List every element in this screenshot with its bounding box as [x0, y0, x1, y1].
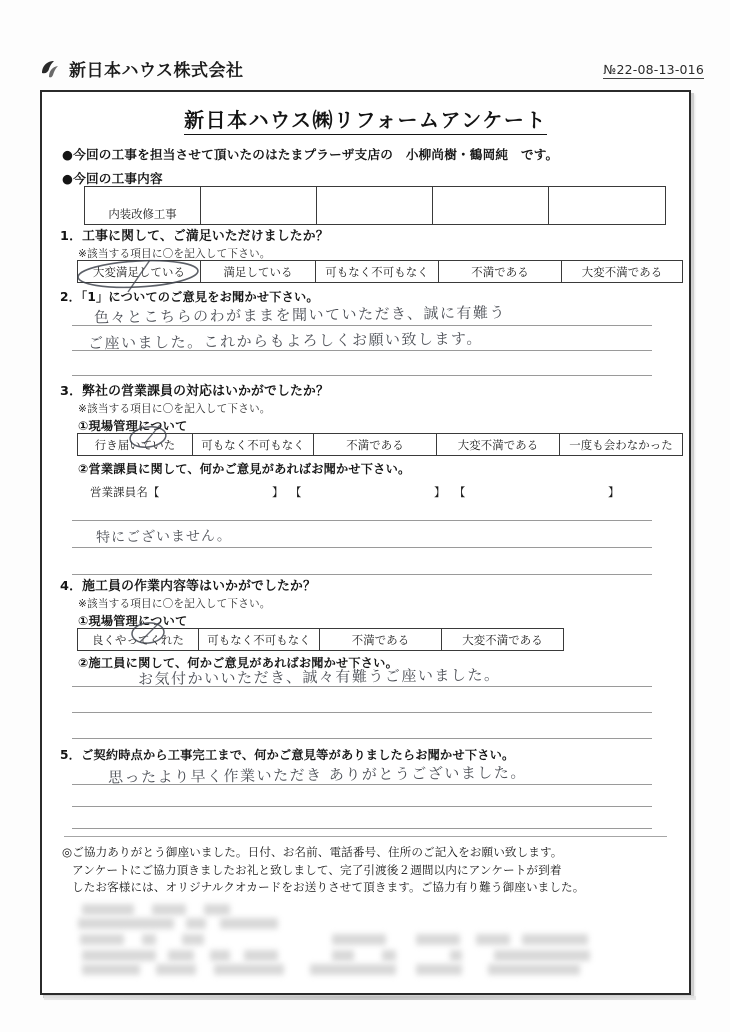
q1-option-3[interactable]: 不満である: [439, 261, 562, 283]
work-cell-2: [317, 187, 433, 225]
work-content-label: ●今回の工事内容: [62, 171, 163, 186]
work-content-table: [84, 186, 666, 225]
question-3-options-table: [77, 433, 683, 456]
sales-staff-name-label: 営業課員名【: [90, 485, 160, 499]
q3-answer-line-1: 特にございません。: [95, 528, 232, 546]
q1-option-0[interactable]: 大変満足している: [78, 261, 201, 283]
question-3-sub-heading: ①現場管理について: [78, 419, 188, 433]
question-1-note: ※該当する項目に〇を記入して下さい。: [78, 248, 271, 260]
redacted-personal-info: [64, 904, 664, 984]
q4-rule-2: [72, 712, 652, 713]
question-4-sub-heading: ①現場管理について: [78, 614, 188, 628]
swoosh-logo-icon: [38, 57, 62, 81]
table-row: [78, 261, 683, 283]
q4-option-3[interactable]: 大変不満である: [442, 629, 564, 651]
work-cell-1: [201, 187, 317, 225]
q4-option-2[interactable]: 不満である: [320, 629, 442, 651]
page-title: [42, 104, 689, 133]
q3-option-2[interactable]: 不満である: [314, 434, 437, 456]
company-logo: [38, 56, 244, 81]
q1-option-1[interactable]: 満足している: [201, 261, 316, 283]
footer-divider: [64, 836, 667, 837]
table-row: [85, 187, 666, 225]
page-bottom-shadow: [44, 996, 696, 1000]
question-4-sub-heading-2: ②施工員に関して、何かご意見があればお聞かせ下さい。: [78, 656, 398, 670]
company-name: 新日本ハウス株式会社: [69, 61, 244, 81]
q3-option-1[interactable]: 可もなく不可もなく: [193, 434, 314, 456]
q2-answer-line-1: 色々とこちらのわがままを聞いていただき、誠に有難う: [93, 303, 507, 327]
page-title-text: 新日本ハウス㈱リフォームアンケート: [184, 108, 547, 135]
sales-staff-bracket-close-1: 】: [272, 485, 284, 499]
q5-rule-3: [72, 828, 652, 829]
work-cell-0: 内装改修工事: [85, 187, 201, 225]
table-row: [78, 434, 683, 456]
form-sheet: [40, 90, 691, 995]
footer-line-3: したお客様には、オリジナルクオカードをお送りさせて頂きます。ご協力有り難う御座いました。: [72, 880, 585, 894]
footer-line-1: ◎ご協力ありがとう御座いました。日付、お名前、電話番号、住所のご記入をお願い致します。: [62, 845, 563, 859]
q3-option-4[interactable]: 一度も会わなかった: [560, 434, 683, 456]
q3-rule-2: [72, 547, 652, 548]
q2-answer-line-2: ご座いました。これからもよろしくお願い致します。: [87, 329, 483, 353]
footer-line-2: アンケートにご協力頂きましたお礼と致しまして、完了引渡後２週間以内にアンケートが到着: [72, 862, 562, 877]
q1-option-2[interactable]: 可もなく不可もなく: [316, 261, 439, 283]
q3-option-0[interactable]: 行き届いていた: [78, 434, 193, 456]
footer-note: [62, 844, 674, 897]
q3-rule-1: [72, 520, 652, 521]
question-3-heading: 3．弊社の営業課員の対応はいかがでしたか？: [60, 384, 330, 399]
question-2-heading: 2．「1」についてのご意見をお聞かせ下さい。: [60, 290, 319, 304]
intro-line: ●今回の工事を担当させて頂いたのはたまプラーザ支店の 小柳尚樹・鶴岡純 です。: [62, 147, 559, 162]
q5-answer-line-1: 思ったより早く作業いただき ありがとうございました。: [107, 763, 527, 787]
q2-rule-3: [72, 375, 652, 376]
q5-rule-2: [72, 806, 652, 807]
sales-staff-bracket-close-3: 】: [608, 485, 620, 499]
question-4-options-table: [77, 628, 564, 651]
letterhead: [0, 0, 730, 92]
work-cell-4: [549, 187, 666, 225]
q4-rule-3: [72, 738, 652, 739]
sales-staff-bracket-close-2: 】: [434, 485, 446, 499]
work-cell-3: [433, 187, 549, 225]
question-4-note: ※該当する項目に〇を記入して下さい。: [78, 598, 271, 610]
q4-answer-line-1: お気付かいいただき、誠々有難うご座いました。: [137, 665, 501, 689]
table-row: [78, 629, 564, 651]
q3-option-3[interactable]: 大変不満である: [437, 434, 560, 456]
sales-staff-bracket-open-2: 【: [290, 485, 302, 499]
question-3-note: ※該当する項目に〇を記入して下さい。: [78, 403, 271, 415]
question-4-heading: 4．施工員の作業内容等はいかがでしたか？: [60, 579, 317, 594]
question-1-options-table: [77, 260, 683, 283]
q1-option-4[interactable]: 大変不満である: [562, 261, 683, 283]
question-1-heading: 1．工事に関して、ご満足いただけましたか？: [60, 229, 329, 244]
sales-staff-bracket-open-3: 【: [454, 485, 466, 499]
q4-option-0[interactable]: 良くやってくれた: [78, 629, 199, 651]
q4-option-1[interactable]: 可もなく不可もなく: [199, 629, 320, 651]
question-5-heading: 5．ご契約時点から工事完工まで、何かご意見等がありましたらお聞かせ下さい。: [60, 748, 515, 762]
question-3-sub-heading-2: ②営業課員に関して、何かご意見があればお聞かせ下さい。: [78, 462, 411, 476]
document-number: №22-08-13-016: [603, 62, 704, 77]
